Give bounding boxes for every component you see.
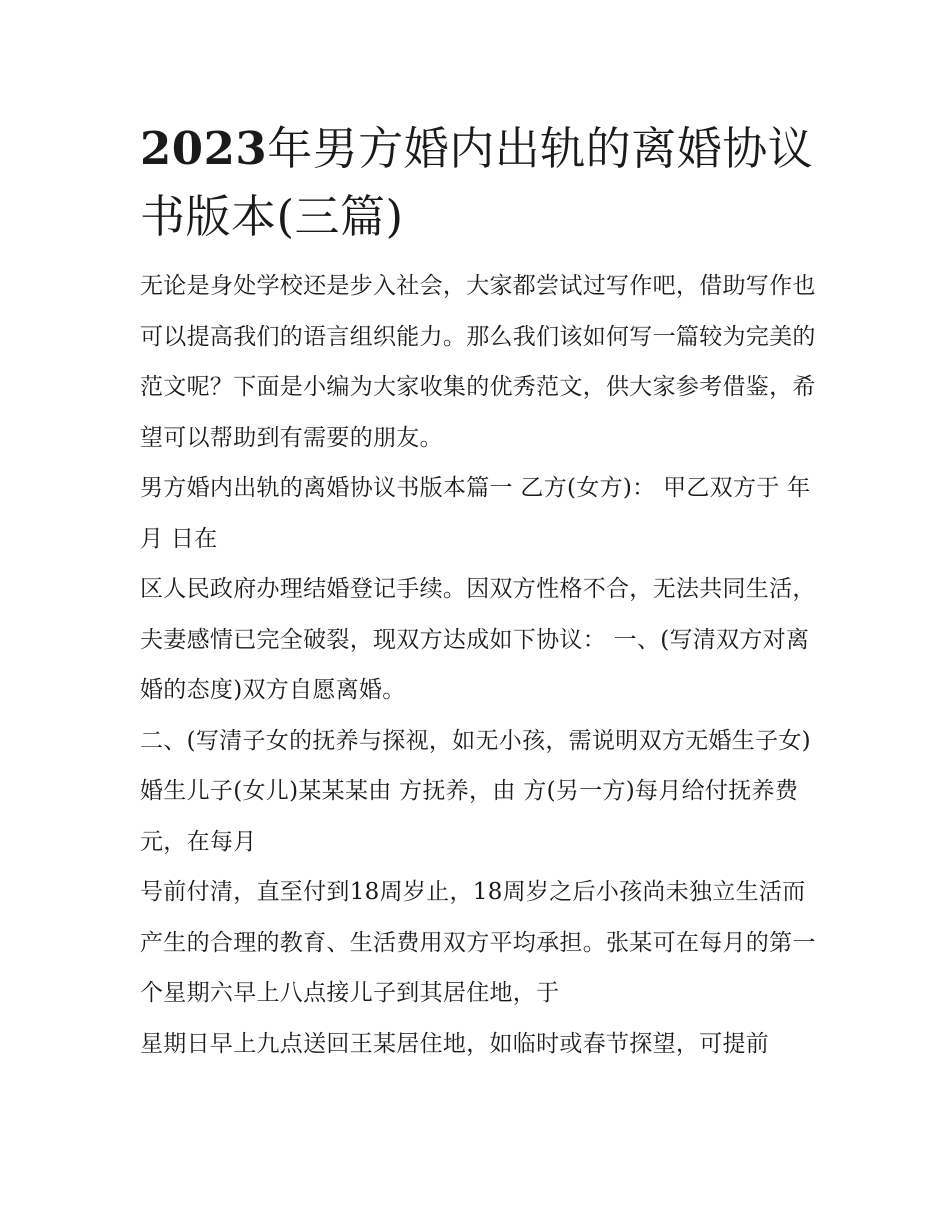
paragraph-custody: 二、(写清子女的抚养与探视，如无小孩，需说明双方无婚生子女)婚生儿子(女儿)某某某由 方抚养，由 方(另一方)每月给付抚养费 元，在每月 (140, 727, 811, 855)
paragraph-parties: 男方婚内出轨的离婚协议书版本篇一 乙方(女方)： 甲乙双方于 年 月 日在 (140, 475, 811, 552)
paragraph-intro: 无论是身处学校还是步入社会，大家都尝试过写作吧，借助写作也可以提高我们的语言组织能力。那么我们该如何写一篇较为完美的范文呢？下面是小编为大家收集的优秀范文，供大家参考借鉴，希望可以帮助到有需要的朋友。 (140, 273, 816, 451)
paragraph-registration: 区人民政府办理结婚登记手续。因双方性格不合，无法共同生活，夫妻感情已完全破裂，现双方达成如下协议： 一、(写清双方对离婚的态度)双方自愿离婚。 (140, 576, 816, 703)
paragraph-visitation: 星期日早上九点送回王某居住地，如临时或春节探望，可提前 (140, 1030, 770, 1057)
document-content (140, 115, 820, 1069)
title-year: 2023 (140, 122, 268, 175)
title-text: 年男方婚内出轨的离婚协议书版本(三篇) (140, 122, 814, 243)
document-title (140, 115, 820, 251)
paragraph-payment: 号前付清，直至付到18周岁止，18周岁之后小孩尚未独立生活而产生的合理的教育、生活费用双方平均承担。张某可在每月的第一个星期六早上八点接儿子到其居住地，于 (140, 879, 816, 1006)
